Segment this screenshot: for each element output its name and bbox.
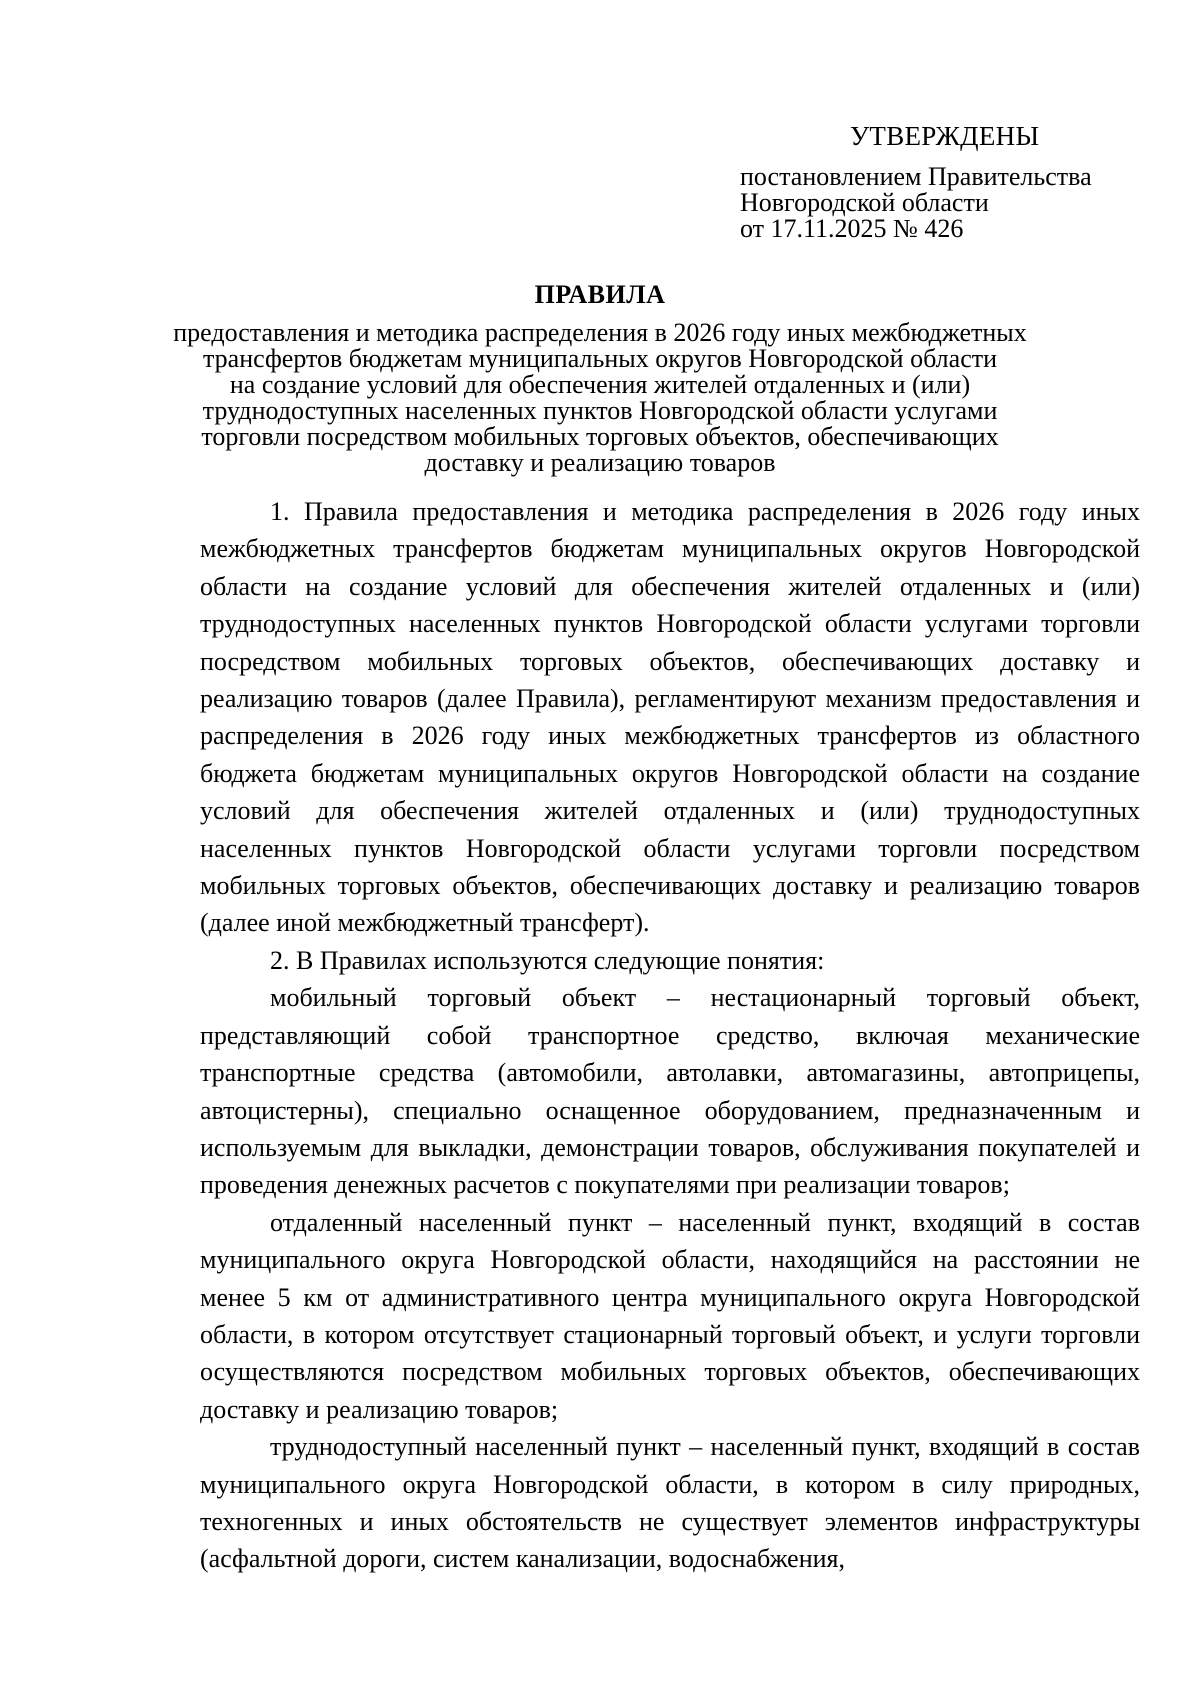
document-body	[200, 493, 1140, 1578]
subtitle-line: предоставления и методика распределения в 2026 году иных межбюджетных	[173, 318, 1027, 347]
subtitle-line: трансфертов бюджетам муниципальных округов Новгородской области	[202, 344, 998, 373]
paragraph-definition-hard-to-reach-settlement: труднодоступный населенный пункт – населенный пункт, входящий в состав муниципального округа Новгородской области, в котором в силу природных, техногенных и иных обстоятельств не существует элементов инфраструктуры (асфальтной дороги, систем канализации, водоснабжения,	[200, 1432, 1140, 1574]
paragraph-1: 1. Правила предоставления и методика распределения в 2026 году иных межбюджетных трансфертов бюджетам муниципальных округов Новгородской области на создание условий для обеспечения жителей отдаленных и (или) труднодоступных населенных пунктов Новгородской области услугами торговли посредством мобильных торговых объектов, обеспечивающих доставку и реализацию товаров (далее Правила), регламентируют механизм предоставления и распределения в 2026 году иных межбюджетных трансфертов из областного бюджета бюджетам муниципальных округов Новгородской области на создание условий для обеспечения жителей отдаленных и (или) труднодоступных населенных пунктов Новгородской области услугами торговли посредством мобильных торговых объектов, обеспечивающих доставку и реализацию товаров (далее иной межбюджетный трансферт).	[200, 497, 1140, 938]
subtitle-line: торговли посредством мобильных торговых объектов, обеспечивающих	[201, 422, 999, 451]
paragraph-definition-remote-settlement: отдаленный населенный пункт – населенный пункт, входящий в состав муниципального округа Новгородской области, находящийся на расстоянии не менее 5 км от административного центра муниципального округа Новгородской области, в котором отсутствует стационарный торговый объект, и услуги торговли осуществляются посредством мобильных торговых объектов, обеспечивающих доставку и реализацию товаров;	[200, 1207, 1140, 1424]
document-title: ПРАВИЛА	[534, 280, 666, 309]
subtitle-line: на создание условий для обеспечения жителей отдаленных и (или)	[229, 370, 971, 399]
approval-line: от 17.11.2025 № 426	[740, 214, 964, 243]
subtitle-line: доставку и реализацию товаров	[424, 448, 776, 477]
approval-block	[740, 120, 1160, 242]
approval-line: Новгородской области	[740, 188, 989, 217]
document-title-block	[150, 280, 1050, 476]
subtitle-line: труднодоступных населенных пунктов Новгородской области услугами	[202, 396, 998, 425]
paragraph-definition-mobile-object: мобильный торговый объект – нестационарный торговый объект, представляющий собой транспортное средство, включая механические транспортные средства (автомобили, автолавки, автомагазины, автоприцепы, автоцистерны), специально оснащенное оборудованием, предназначенным и используемым для выкладки, демонстрации товаров, обслуживания покупателей и проведения денежных расчетов с покупателями при реализации товаров;	[200, 983, 1140, 1200]
approval-line: постановлением Правительства	[740, 162, 1092, 191]
approval-heading: УТВЕРЖДЕНЫ	[850, 121, 1040, 151]
paragraph-2: 2. В Правилах используются следующие понятия:	[270, 945, 825, 975]
